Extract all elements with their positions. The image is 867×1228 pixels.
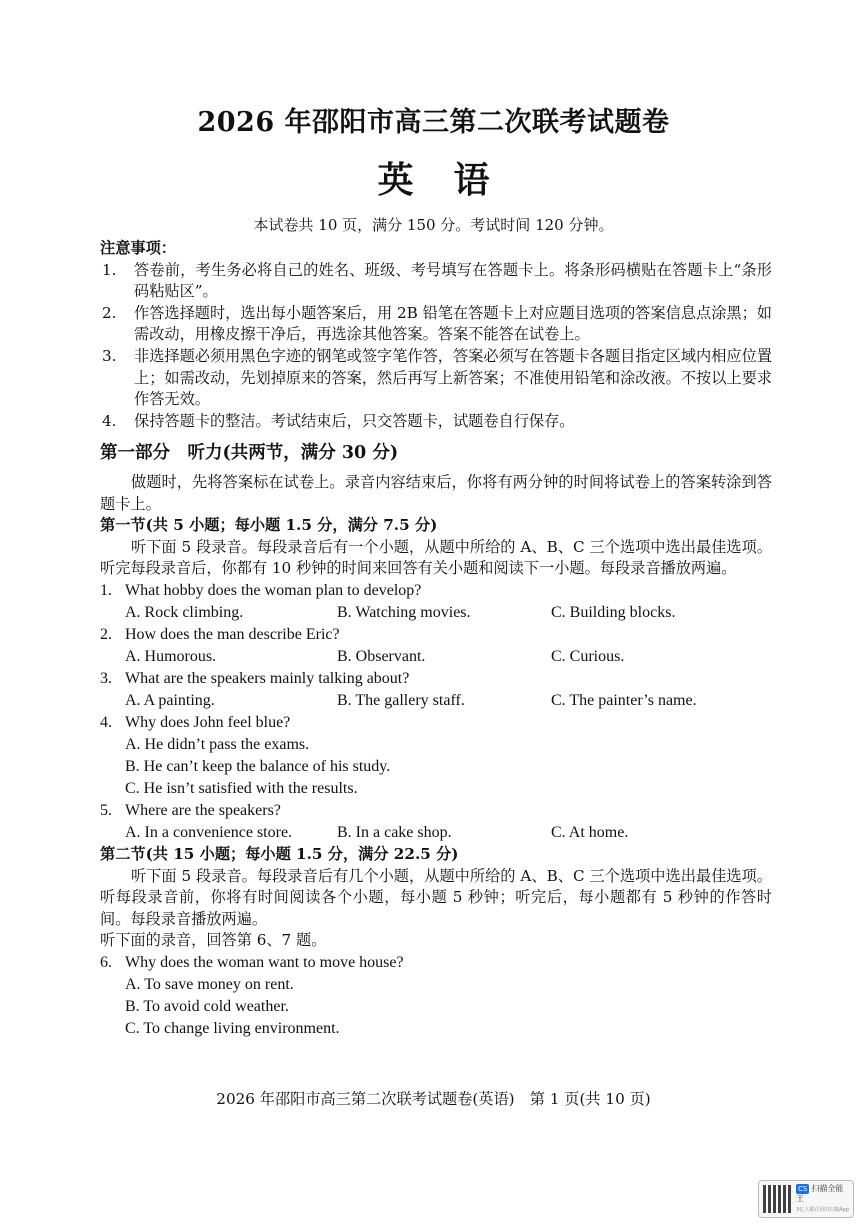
cs-logo-icon: CS: [798, 1184, 808, 1193]
question-num: 4.: [100, 713, 112, 731]
question-num: 3.: [100, 669, 112, 687]
note-num: 1.: [102, 260, 117, 279]
page-footer: 2026 年邵阳市高三第二次联考试题卷(英语) 第 1 页(共 10 页): [216, 1090, 651, 1108]
option-c: C. Building blocks.: [551, 603, 676, 621]
note-text: 非选择题必须用黑色字迹的钢笔或签字笔作答，答案必须写在答题卡各题目指定区域内相应位置上；如需改动，先划掉原来的答案，然后再写上新答案；不准使用铅笔和涂改液。不按以上要求作答无效。: [134, 346, 772, 409]
section2-instruction: 听下面的录音，回答第 6、7 题。: [100, 931, 327, 950]
notes-list: [100, 260, 772, 433]
question-num: 1.: [100, 581, 112, 599]
question-stem: [100, 624, 772, 646]
section1-intro: 听下面 5 段录音。每段录音后有一个小题，从题中所给的 A、B、C 三个选项中选出最佳选项。听完每段录音后，你都有 10 秒钟的时间来回答有关小题和阅读下一小题。每段录音播放两遍。: [100, 537, 772, 578]
question-options: [100, 646, 772, 668]
option-a: A. Rock climbing.: [125, 603, 244, 621]
option-a: A. A painting.: [125, 691, 215, 709]
note-num: 4.: [102, 411, 117, 430]
option-c: C. Curious.: [551, 647, 625, 665]
notes-heading: 注意事项：: [100, 239, 176, 257]
question-text: Why does the woman want to move house?: [125, 953, 404, 971]
note-item: [100, 260, 772, 303]
question-num: 2.: [100, 625, 112, 643]
question-num: 5.: [100, 801, 112, 819]
note-num: 2.: [102, 303, 117, 322]
watermark-text: [796, 1184, 849, 1215]
subject-title: 英语: [377, 159, 530, 201]
option-a: A. In a convenience store.: [125, 823, 293, 841]
question-num: 6.: [100, 953, 112, 971]
note-item: [100, 303, 772, 346]
question-stem: [100, 952, 772, 974]
option-b: B. Observant.: [337, 647, 426, 665]
option-b: B. The gallery staff.: [337, 691, 465, 709]
question-stem: [100, 712, 772, 734]
question-text: What are the speakers mainly talking about?: [125, 669, 410, 687]
note-num: 3.: [102, 346, 117, 365]
note-item: [100, 411, 772, 433]
option-b: B. Watching movies.: [337, 603, 471, 621]
question-stem: [100, 668, 772, 690]
scanner-watermark: [758, 1180, 854, 1218]
option-a: A. He didn’t pass the exams.: [125, 735, 310, 753]
option-a: A. To save money on rent.: [125, 975, 294, 993]
section2-heading: 第二节(共 15 小题；每小题 1.5 分，满分 22.5 分): [100, 844, 459, 863]
option-a: A. Humorous.: [125, 647, 217, 665]
section1-heading: 第一节(共 5 小题；每小题 1.5 分，满分 7.5 分): [100, 516, 438, 535]
section2-intro: 听下面 5 段录音。每段录音后有几个小题，从题中所给的 A、B、C 三个选项中选出最佳选项。听每段录音前，你将有时间阅读各个小题，每小题 5 秒钟；听完后，每小题都有 5 秒钟的作答时间。每段录音播放两遍。: [100, 866, 772, 928]
option-b: B. To avoid cold weather.: [125, 997, 289, 1015]
part1-intro: 做题时，先将答案标在试卷上。录音内容结束后，你将有两分钟的时间将试卷上的答案转涂到答题卡上。: [100, 472, 772, 513]
question-options: [100, 690, 772, 712]
exam-body: [100, 238, 772, 1040]
option-c: C. The painter’s name.: [551, 691, 697, 709]
note-item: [100, 346, 772, 411]
note-text: 保持答题卡的整洁。考试结束后，只交答题卡，试题卷自行保存。: [134, 411, 575, 430]
note-text: 答卷前，考生务必将自己的姓名、班级、考号填写在答题卡上。将条形码横贴在答题卡上“条形码粘贴区”。: [134, 260, 772, 301]
note-text: 作答选择题时，选出每小题答案后，用 2B 铅笔在答题卡上对应题目选项的答案信息点涂黑；如需改动，用橡皮擦干净后，再选涂其他答案。答案不能答在试卷上。: [134, 303, 772, 344]
question-options: [100, 602, 772, 624]
question-stem: [100, 800, 772, 822]
option-c: C. To change living environment.: [125, 1019, 340, 1037]
option-b: B. In a cake shop.: [337, 823, 452, 841]
option-b: B. He can’t keep the balance of his study.: [125, 757, 391, 775]
question-text: Why does John feel blue?: [125, 713, 291, 731]
watermark-name: 扫描全能王: [796, 1183, 844, 1203]
question-text: How does the man describe Eric?: [125, 625, 340, 643]
part1-heading: 第一部分 听力(共两节，满分 30 分): [100, 443, 399, 464]
question-text: Where are the speakers?: [125, 801, 281, 819]
exam-info: 本试卷共 10 页，满分 150 分。考试时间 120 分钟。: [253, 216, 614, 234]
question-stem: [100, 580, 772, 602]
option-c: C. He isn’t satisfied with the results.: [125, 779, 358, 797]
qr-code-icon: [763, 1185, 791, 1213]
exam-title: 2026 年邵阳市高三第二次联考试题卷: [197, 107, 670, 138]
question-options: [100, 822, 772, 844]
option-c: C. At home.: [551, 823, 629, 841]
watermark-tagline: 3亿人都在用的扫描App: [796, 1206, 849, 1213]
question-text: What hobby does the woman plan to develop?: [125, 581, 422, 599]
